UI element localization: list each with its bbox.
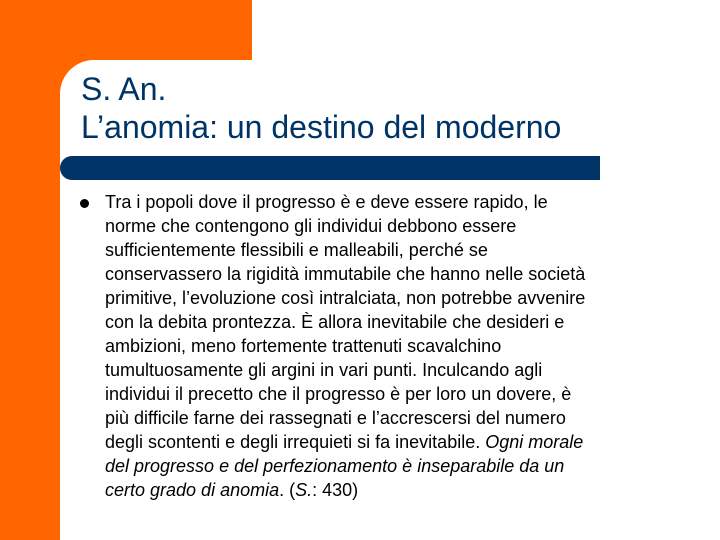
title-line-2: L’anomia: un destino del moderno	[81, 109, 562, 145]
text-line: conservassero la rigidità immutabile che hanno nelle società	[105, 264, 586, 284]
text-line: tumultuosamente gli argini in vari punti. Inculcando agli	[105, 360, 543, 380]
text-line: più difficile farne dei rassegnati e l’accrescersi del numero	[105, 408, 566, 428]
title-line-1: S. An.	[81, 71, 167, 107]
text-line: Tra i popoli dove il progresso è e deve essere rapido, le	[105, 192, 548, 212]
text-segment: degli scontenti e degli irrequieti si fa inevitabile.	[105, 432, 486, 452]
text-line: primitive, l’evoluzione così intralciata, non potrebbe avvenire	[105, 288, 586, 308]
title-divider-bar	[60, 156, 600, 180]
text-line: norme che contengono gli individui debbono essere	[105, 216, 517, 236]
text-line: individui il precetto che il progresso è per loro un dovere, è	[105, 384, 572, 404]
text-line	[105, 478, 700, 502]
bullet-text	[105, 190, 700, 502]
text-line: ambizioni, meno fortemente trattenuti scavalchino	[105, 336, 502, 356]
page-reference: : 430)	[312, 480, 359, 500]
italic-quote: certo grado di anomia	[105, 480, 280, 500]
italic-quote: Ogni morale	[485, 432, 584, 452]
text-line	[105, 430, 700, 454]
text-line	[105, 454, 700, 478]
italic-quote: del progresso e del perfezionamento è inseparabile da un	[105, 456, 565, 476]
bullet-dot-icon	[80, 199, 89, 208]
text-line: con la debita prontezza. È allora inevitabile che desideri e	[105, 312, 565, 332]
source-abbrev: S.	[295, 480, 313, 500]
slide-title	[81, 70, 701, 146]
text-line: sufficientemente flessibili e malleabili, perché se	[105, 240, 488, 260]
text-segment: . (	[279, 480, 296, 500]
